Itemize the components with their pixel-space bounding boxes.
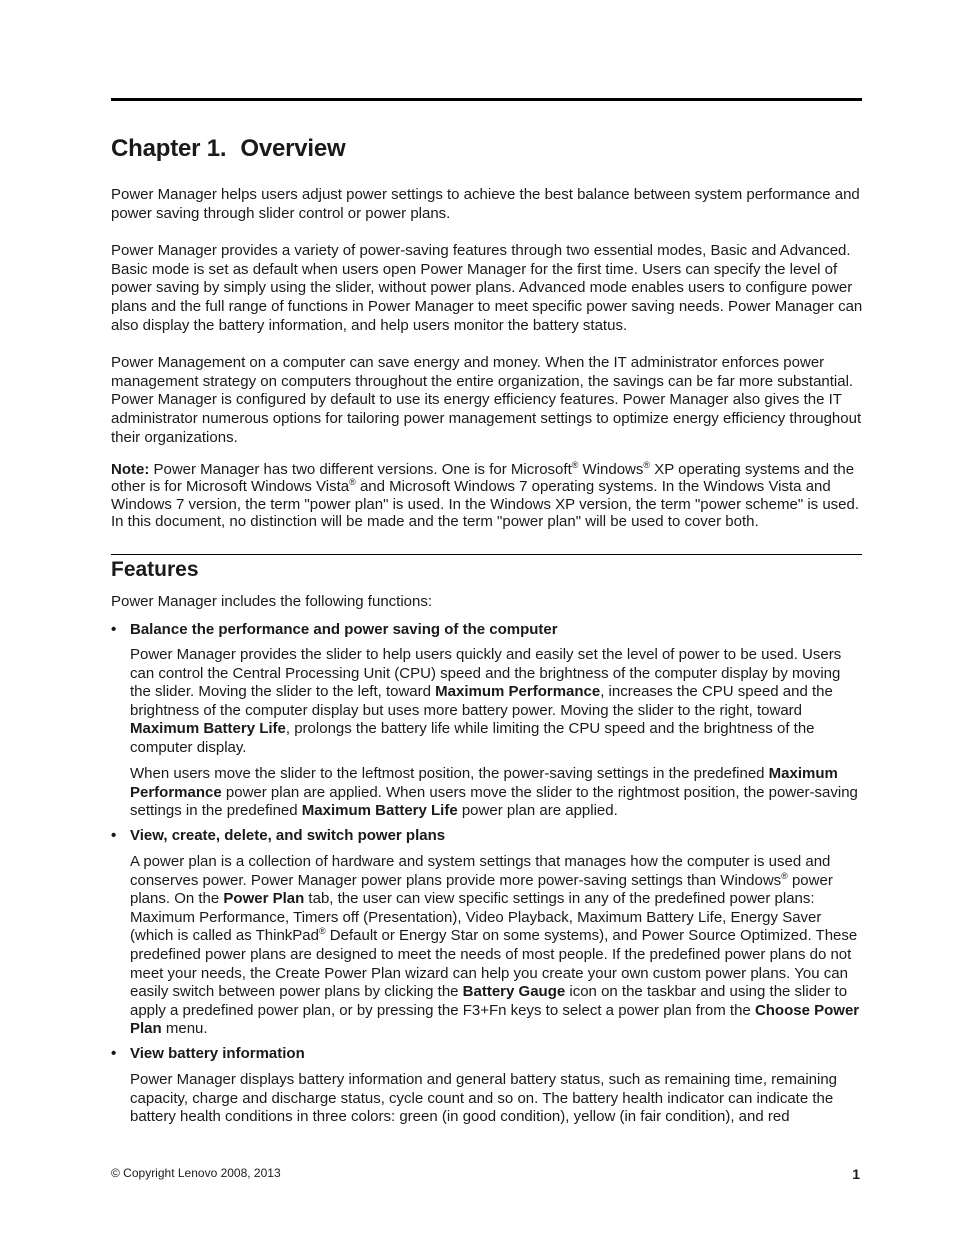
bold-term: Choose Power Plan: [130, 1001, 860, 1038]
text: A power plan is a collection of hardware and system settings that manages how the computer is used and conserves power. Power Manager power plans provide more power-saving settings than Windows: [130, 853, 831, 889]
text: power plan are applied. When users move the slider to the rightmost position, the power-saving settings in the predefined: [130, 783, 858, 820]
bullet-paragraph: [130, 646, 863, 758]
text: , prolongs the battery life while limiting the CPU speed and the brightness of the computer display.: [130, 720, 815, 756]
intro-paragraph-3: Power Management on a computer can save energy and money. When the IT administrator enforces power management strategy on computers throughout the entire organization, the savings can be far more substantial. Power Manager is configured by default to use its energy efficiency features. Power Manager also gives the IT administrator numerous options for tailoring power management settings to optimize energy efficiency throughout their organizations.: [111, 354, 862, 446]
footer-copyright: © Copyright Lenovo 2008, 2013: [111, 1166, 281, 1180]
registered-mark: ®: [643, 460, 651, 470]
bold-term: Power Plan: [223, 890, 305, 908]
bullet-heading-power-plans: • View, create, delete, and switch power plans: [130, 827, 445, 845]
text: , increases the CPU speed and the brightness of the computer display but uses more battery power. Moving the slider to the right, toward: [130, 683, 833, 719]
bullet-heading-balance: • Balance the performance and power saving of the computer: [130, 621, 558, 639]
registered-mark: ®: [349, 477, 356, 488]
section-rule: [111, 554, 862, 555]
text: power plan are applied.: [457, 802, 618, 820]
features-intro: Power Manager includes the following functions:: [111, 593, 433, 610]
registered-mark: ®: [571, 460, 579, 470]
bold-term: Battery Gauge: [462, 983, 566, 1001]
bullet-paragraph: [130, 853, 863, 1039]
text: power plans. On the: [130, 871, 833, 908]
intro-paragraph-2: Power Manager provides a variety of power-saving features through two essential modes, Basic and Advanced. Basic mode is set as default when users open Power Manager for the first time. Users can specify the level of power saving by simply using the slider, without power plans. Advanced mode enables users to configure power plans and the full range of functions in Power Manager to meet specific power saving needs. Power Manager can also display the battery information, and help users monitor the battery status.: [111, 242, 863, 334]
note-text: Power Manager has two different versions. One is for Microsoft: [149, 461, 572, 478]
note-label: Note:: [111, 461, 150, 478]
bullet-paragraph: [130, 765, 863, 821]
chapter-number: Chapter 1.: [111, 135, 227, 162]
registered-mark: ®: [781, 870, 788, 881]
bold-term: Maximum Battery Life: [130, 720, 286, 738]
text: tab, the user can view specific settings in any of the predefined power plans: Maximum Performance, Timers off (Presentation), Video Playback, Maximum Battery Life, Energy Saver (which is called as ThinkPad: [130, 890, 822, 945]
page-number: 1: [852, 1166, 860, 1182]
text: menu.: [161, 1020, 208, 1038]
text: When users move the slider to the leftmost position, the power-saving settings in the predefined: [130, 765, 769, 782]
note-text: and Microsoft Windows 7 operating systems. In the Windows Vista and Windows 7 version, the term "power plan" is used. In the Windows XP version, the term "power scheme" is used. In this document, no distinction will be made and the term "power plan" will be used to cover both.: [111, 478, 860, 531]
chapter-name: Overview: [240, 135, 346, 162]
text: Default or Energy Star on some systems), and Power Source Optimized. These predefined power plans are designed to meet the needs of most people. If the predefined power plans do not meet your needs, the Create Power Plan wizard can help you create your own custom power plans. You can easily switch between power plans by clicking the: [130, 927, 858, 1001]
bold-term: Maximum Performance: [435, 683, 601, 701]
bold-term: Maximum Performance: [130, 765, 838, 801]
chapter-title: [111, 135, 346, 163]
note-text: XP operating systems and the other is for Microsoft Windows Vista: [111, 461, 855, 496]
registered-mark: ®: [318, 926, 326, 937]
text: Power Manager provides the slider to help users quickly and easily set the level of power to be used. Users can control the Central Processing Unit (CPU) speed and the brightness of the computer display by moving the slider. Moving the slider to the left, toward: [130, 646, 842, 701]
top-rule: [111, 98, 862, 101]
intro-paragraph-1: Power Manager helps users adjust power settings to achieve the best balance between system performance and power saving through slider control or power plans.: [111, 186, 860, 222]
note-text: Windows: [578, 461, 644, 478]
bullet-paragraph: Power Manager displays battery information and general battery status, such as remaining time, remaining capacity, charge and discharge status, cycle count and so on. The battery health indicator can indicate the battery health conditions in three colors: green (in good condition), yellow (in fair condition), and red: [130, 1071, 838, 1126]
bold-term: Maximum Battery Life: [301, 802, 458, 820]
text: icon on the taskbar and using the slider to apply a predefined power plan, or by pressing the F3+Fn keys to select a power plan from the: [130, 983, 848, 1019]
note-paragraph: [111, 461, 863, 531]
features-heading: Features: [111, 558, 199, 581]
bullet-heading-battery: • View battery information: [130, 1045, 305, 1063]
